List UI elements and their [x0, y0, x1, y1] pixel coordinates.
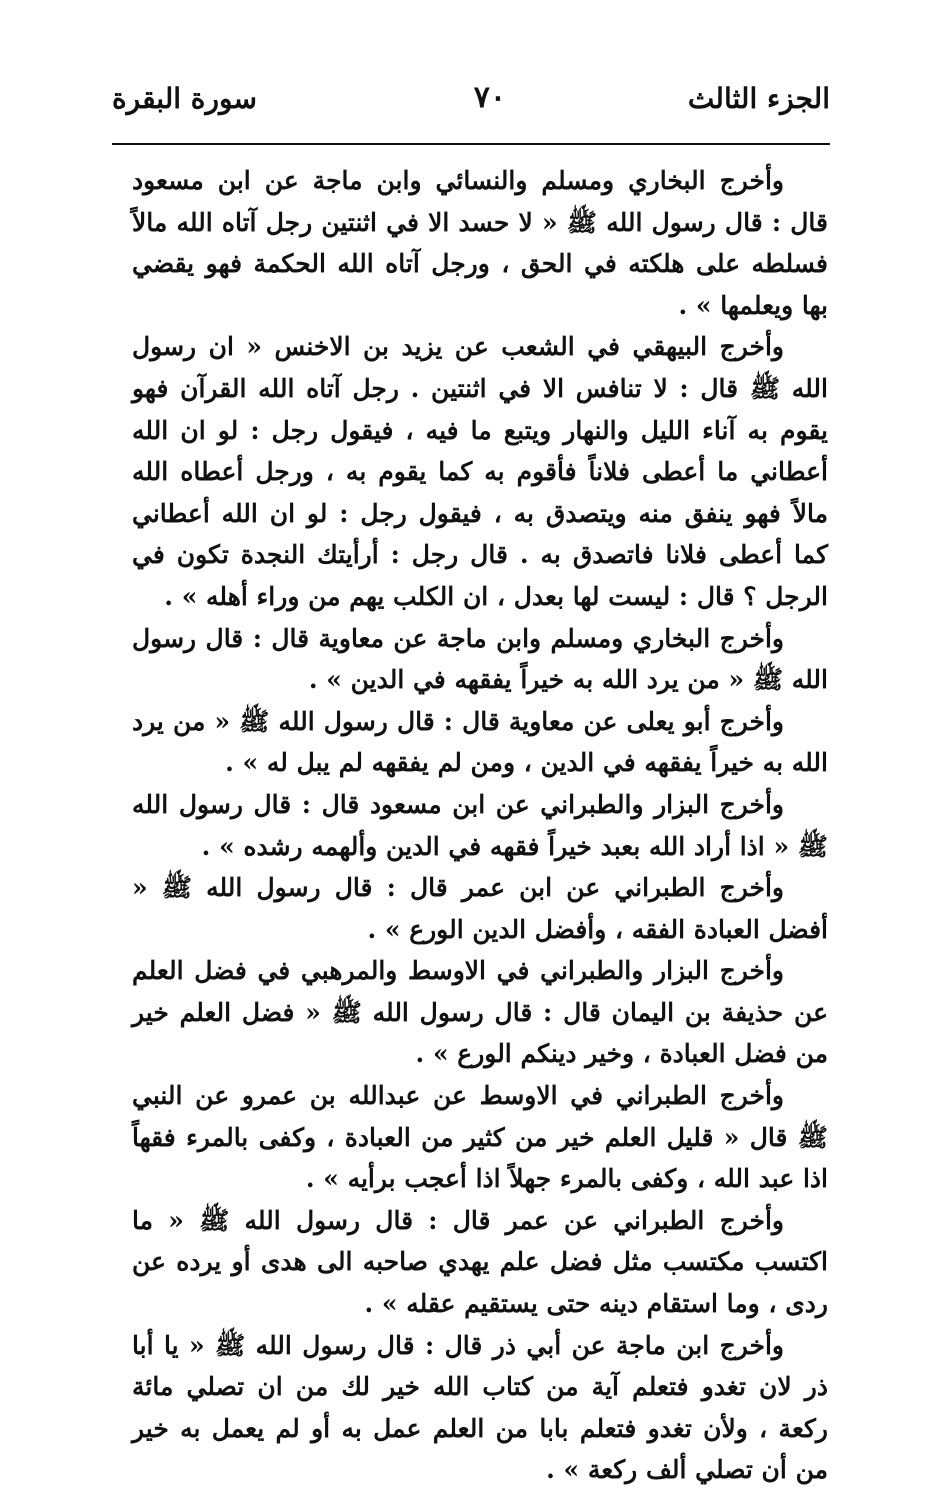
paragraph-text: وأخرج ابن ماجة عن أبي ذر قال : قال رسول الله ﷺ « يا أبا ذر لان تغدو فتعلم آية من كتاب الله خير لك من ان تصلي مائة ركعة ، ولأن تغدو فتعلم بابا من العلم عمل به أو لم يعمل به خير من أن تصلي ألف ركعة » .: [132, 1330, 828, 1485]
paragraph-text: وأخرج البخاري ومسلم والنسائي وابن ماجة عن ابن مسعود قال : قال رسول الله ﷺ « لا حسد الا في اثنتين رجل آتاه الله مالاً فسلطه على هلكته في الحق ، ورجل آتاه الله الحكمة فهو يقضي بها ويعلمها » .: [132, 166, 828, 320]
paragraph: [132, 1075, 828, 1200]
paragraph: [132, 867, 828, 950]
paragraph: [132, 160, 828, 326]
paragraph-text: وأخرج الطبراني عن عمر قال : قال رسول الله ﷺ « ما اكتسب مكتسب مثل فضل علم يهدي صاحبه الى هدى أو يرده عن ردى ، وما استقام دينه حتى يستقيم عقله » .: [132, 1205, 828, 1319]
paragraph-text: وأخرج البزار والطبراني في الاوسط والمرهبي في فضل العلم عن حذيفة بن اليمان قال : قال رسول الله ﷺ « فضل العلم خير من فضل العبادة ، وخير دينكم الورع » .: [132, 956, 828, 1069]
paragraph-text: وأخرج البخاري ومسلم وابن ماجة عن معاوية قال : قال رسول الله ﷺ « من يرد الله به خيراً يفقهه في الدين » .: [132, 623, 828, 695]
page-body: [132, 160, 828, 1491]
paragraph: [132, 326, 828, 617]
surah-title: سورة البقرة: [112, 82, 257, 115]
paragraph: [132, 1200, 828, 1325]
paragraph: [132, 618, 828, 701]
paragraph-text: وأخرج الطبراني في الاوسط عن عبدالله بن عمرو عن النبي ﷺ قال « قليل العلم خير من كثير من العبادة ، وكفى بالمرء فقهاً اذا عبد الله ، وكفى بالمرء جهلاً اذا أعجب برأيه » .: [132, 1081, 828, 1194]
paragraph-text: وأخرج البزار والطبراني عن ابن مسعود قال : قال رسول الله ﷺ « اذا أراد الله بعبد خيراً فقهه في الدين وألهمه رشده » .: [132, 789, 828, 861]
paragraph: [132, 701, 828, 784]
page-header: [112, 78, 830, 130]
paragraph: [132, 784, 828, 867]
paragraph-text: وأخرج الطبراني عن ابن عمر قال : قال رسول الله ﷺ « أفضل العبادة الفقه ، وأفضل الدين الورع » .: [132, 873, 828, 944]
page-number: ٧٠: [473, 80, 506, 115]
paragraph-text: وأخرج البيهقي في الشعب عن يزيد بن الاخنس « ان رسول الله ﷺ قال : لا تنافس الا في اثنتين . رجل آتاه الله القرآن فهو يقوم به آناء الليل والنهار ويتبع ما فيه ، فيقول رجل : لو ان الله أعطاني ما أعطى فلاناً فأقوم به كما يقوم به ، ورجل أعطاه الله مالاً فهو ينفق منه ويتصدق به ، فيقول رجل : لو ان الله أعطاني كما أعطى فلانا فاتصدق به . قال رجل : أرأيتك النجدة تكون في الرجل ؟ قال : ليست لها بعدل ، ان الكلب يهم من وراء أهله » .: [132, 332, 828, 611]
part-title: الجزء الثالث: [687, 82, 830, 115]
paragraph-text: وأخرج أبو يعلى عن معاوية قال : قال رسول الله ﷺ « من يرد الله به خيراً يفقهه في الدين ، ومن لم يفقهه لم يبل له » .: [132, 706, 828, 778]
paragraph: [132, 950, 828, 1075]
header-divider: [112, 143, 830, 145]
paragraph: [132, 1325, 828, 1491]
